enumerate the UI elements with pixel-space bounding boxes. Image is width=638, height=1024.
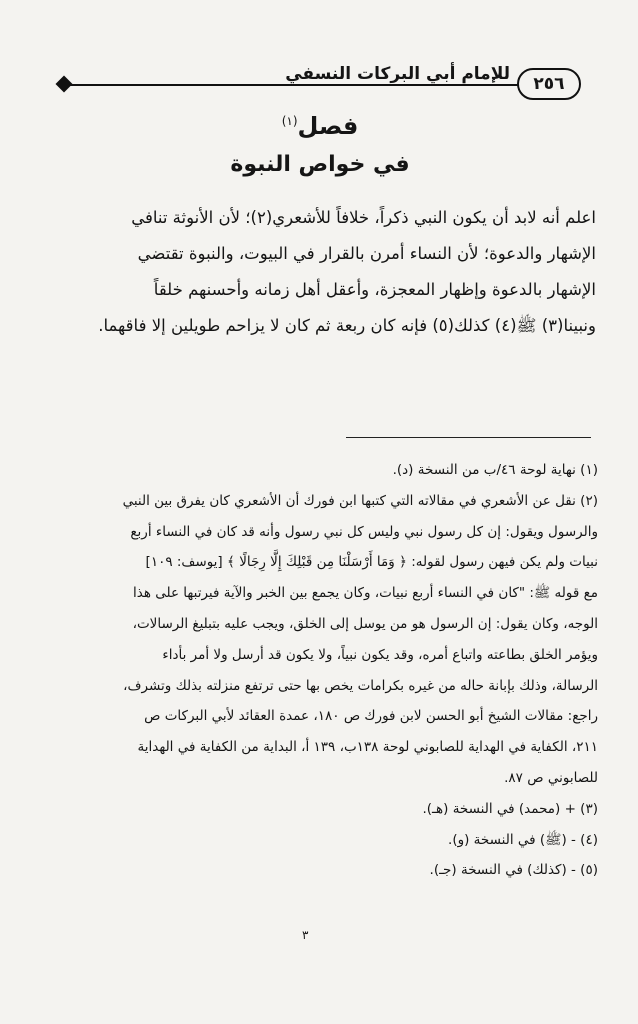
footnote-line: الرسالة، وذلك بإبانة حاله من غيره بكرامات يخص بها حتى ترتفع منزلته بذلك وتشرف، [123, 677, 598, 694]
header-rule [66, 84, 518, 86]
section-subtitle: في خواص النبوة [230, 152, 410, 177]
diamond-ornament-icon [56, 76, 73, 93]
section-title [220, 112, 420, 140]
section-title-note: (١) [281, 114, 298, 128]
page-mark: ٣ [302, 928, 309, 942]
footnote-separator [346, 437, 591, 438]
footnote-line: الوجه، وكان يقول: إن الرسول هو من يوسل إلى الخلق، ويجب عليه بتبليغ الرسالات، [132, 615, 598, 632]
footnote-line: ويؤمر الخلق بطاعته واتباع أمره، وقد يكون نبياً، ولا يكون قد أرسل ولا أمر بأداء [162, 646, 598, 663]
footnote-line: (٤) - (ﷺ) في النسخة (و). [448, 831, 598, 848]
footnote-line: نبيات ولم يكن فيهن رسول لقوله: ﴿ وَمَا أَرْسَلْنَا مِن قَبْلِكَ إِلَّا رِجَالًا ﴾ [يوسف: ١٠٩] [145, 554, 598, 571]
footnote-line: (٣) + (محمد) في النسخة (هـ). [422, 800, 598, 817]
body-line: الإشهار بالدعوة وإظهار المعجزة، وأعقل أهل زمانه وأحسنهم خلقاً [153, 280, 596, 299]
footnote-line: (٢) نقل عن الأشعري في مقالاته التي كتبها ابن فورك أن الأشعري كان يفرق بين النبي [122, 492, 598, 509]
footnote-line: (١) نهاية لوحة ٤٦/ب من النسخة (د). [392, 462, 598, 478]
page-number: ٢٥٦ [517, 68, 581, 100]
section-title-text: فصل [297, 112, 359, 140]
footnotes [46, 455, 598, 886]
page-header [0, 0, 638, 110]
body-line: الإشهار والدعوة؛ لأن النساء أمرن بالقرار في البيوت، والنبوة تقتضي [137, 244, 596, 263]
footnote-line: للصابوني ص ٨٧. [504, 769, 598, 786]
footnote-line: راجع: مقالات الشيخ أبو الحسن لابن فورك ص ١٨٠، عمدة العقائد لأبي البركات ص [144, 708, 598, 725]
footnote-line: (٥) - (كذلك) في النسخة (جـ). [429, 862, 598, 879]
footnote-line: مع قوله ﷺ: "كان في النساء أربع نبيات، وكان يجمع بين الخبر والآية فيرتبها على هذا [132, 585, 598, 602]
footnote-line: ٢١١، الكفاية في الهداية للصابوني لوحة ١٣٨ب، ١٣٩ أ، البداية من الكفاية في الهداية [137, 739, 598, 756]
body-line: ونبينا(٣) ﷺ(٤) كذلك(٥) فإنه كان ربعة ثم كان لا يزاحم طويلين إلا فاقهما. [98, 316, 596, 335]
body-paragraph [48, 200, 596, 344]
running-title: للإمام أبي البركات النسفي [285, 64, 510, 84]
body-line: اعلم أنه لابد أن يكون النبي ذكراً، خلافاً للأشعري(٢)؛ لأن الأنوثة تنافي [131, 208, 596, 227]
footnote-line: والرسول ويقول: إن كل رسول نبي وليس كل نبي رسول وأنه قد كان في النساء أربع [130, 523, 598, 540]
